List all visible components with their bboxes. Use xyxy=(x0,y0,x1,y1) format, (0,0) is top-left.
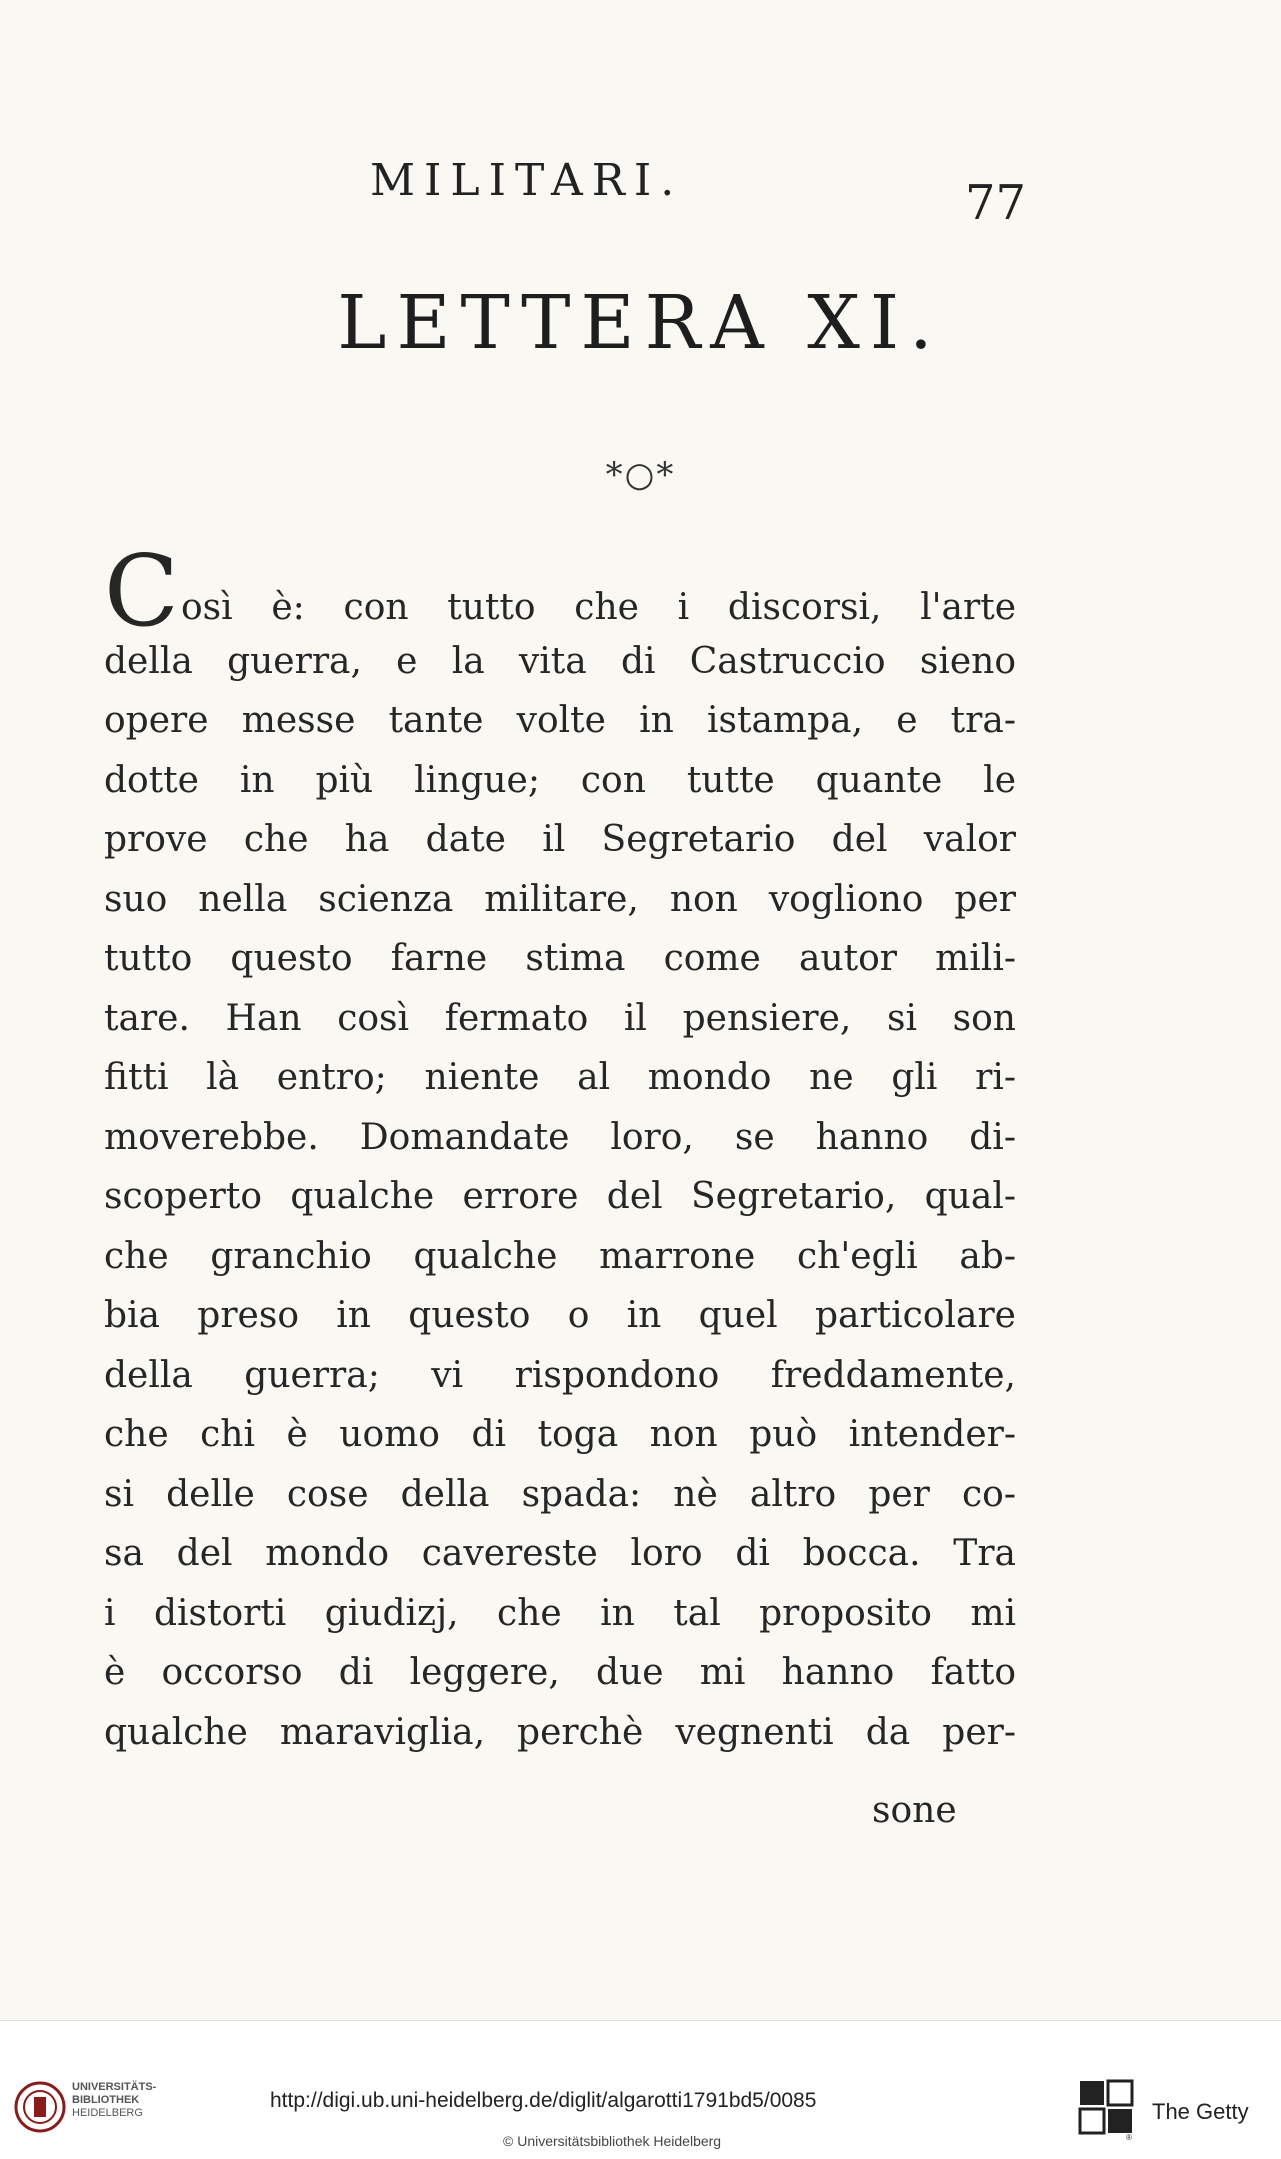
getty-name: The Getty xyxy=(1152,2099,1249,2124)
catchword: sone xyxy=(872,1790,957,1831)
text-line: qualche maraviglia, perchè vegnenti da per- xyxy=(104,1711,1016,1753)
text-line: Così è: con tutto che i discorsi, l'arte xyxy=(104,535,1016,649)
text-line: che chi è uomo di toga non può intender- xyxy=(104,1414,1016,1455)
running-title: MILITARI. xyxy=(370,155,684,206)
registered-mark: ® xyxy=(1126,2133,1132,2141)
text-line: tare. Han così fermato il pensiere, si son xyxy=(104,997,1016,1039)
letter-heading: LETTERA XI. xyxy=(337,280,943,366)
ornament: *○* xyxy=(605,455,676,495)
letter-body xyxy=(104,535,1016,1762)
text-line: sa del mondo cavereste loro di bocca. Tra xyxy=(104,1533,1016,1574)
getty-logo-icon xyxy=(1078,2079,1134,2141)
text-line: fitti là entro; niente al mondo ne gli ri- xyxy=(104,1057,1016,1098)
text-line: tutto questo farne stima come autor mili- xyxy=(104,938,1016,979)
text-line: si delle cose della spada: nè altro per co- xyxy=(104,1473,1016,1515)
text-line: dotte in più lingue; con tutte quante le xyxy=(104,759,1016,801)
text-line: moverebbe. Domandate loro, se hanno di- xyxy=(104,1116,1016,1158)
drop-cap: C xyxy=(104,535,179,649)
text-line: i distorti giudizj, che in tal proposito mi xyxy=(104,1592,1016,1634)
text-line: bia preso in questo o in quel particolare xyxy=(104,1295,1016,1336)
text-line: che granchio qualche marrone ch'egli ab- xyxy=(104,1235,1016,1277)
permalink-url[interactable]: http://digi.ub.uni-heidelberg.de/diglit/algarotti1791bd5/0085 xyxy=(270,2089,817,2112)
university-logo-icon xyxy=(14,2081,66,2133)
university-name: UNIVERSITÄTS- BIBLIOTHEK HEIDELBERG xyxy=(72,2081,157,2119)
text-line: della guerra, e la vita di Castruccio sieno xyxy=(104,640,1016,682)
text-line: suo nella scienza militare, non vogliono per xyxy=(104,878,1016,920)
footer-bar xyxy=(0,2020,1281,2159)
text-line: della guerra; vi rispondono freddamente, xyxy=(104,1354,1016,1396)
page-number: 77 xyxy=(965,175,1027,231)
text-line: scoperto qualche errore del Segretario, qual- xyxy=(104,1176,1016,1217)
text-line: è occorso di leggere, due mi hanno fatto xyxy=(104,1652,1016,1693)
copyright-notice: © Universitätsbibliothek Heidelberg xyxy=(503,2133,722,2149)
text-line: opere messe tante volte in istampa, e tra- xyxy=(104,700,1016,741)
text-line: prove che ha date il Segretario del valor xyxy=(104,819,1016,860)
